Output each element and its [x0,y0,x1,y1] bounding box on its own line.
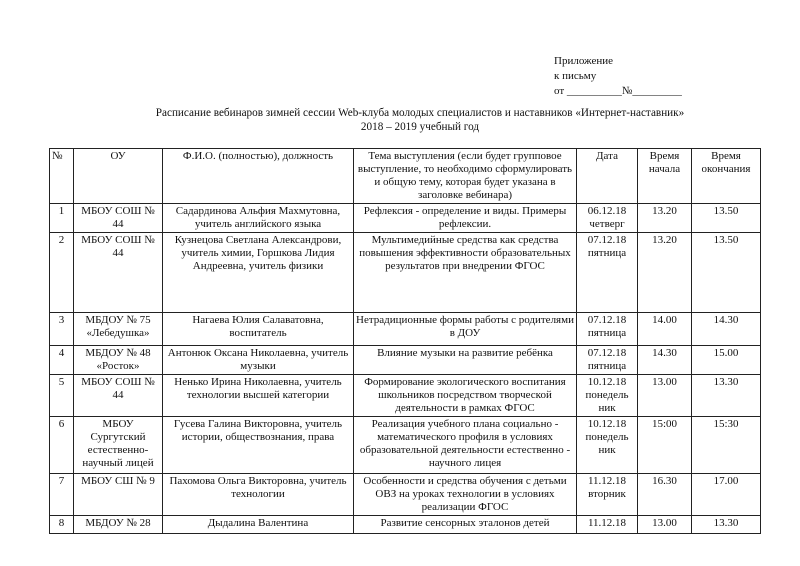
cell-start: 14.00 [638,313,692,346]
cell-ou: МБОУ СОШ № 44 [74,233,163,313]
table-row [50,346,761,375]
cell-n: 2 [50,233,74,313]
cell-topic: Развитие сенсорных эталонов детей [354,516,577,534]
header-cell: Тема выступления (если будет групповое выступление, то необходимо сформулировать и общую тему, которая будет указана в заголовке вебинара) [354,149,577,204]
cell-topic: Рефлексия - определение и виды. Примеры рефлексии. [354,204,577,233]
cell-n: 4 [50,346,74,375]
cell-start: 13.20 [638,233,692,313]
table-row [50,233,761,313]
cell-fio: Садардинова Альфия Махмутовна, учитель английского языка [163,204,354,233]
cell-date: 07.12.18 пятница [577,313,638,346]
table-row [50,474,761,516]
title-subline: 2018 – 2019 учебный год [360,121,480,133]
cell-fio: Нагаева Юлия Салаватовна, воспитатель [163,313,354,346]
cell-ou: МБОУ СШ № 9 [74,474,163,516]
cell-topic: Реализация учебного плана социально - математического профиля в условиях образовательной деятельности естественно - научного лицея [354,417,577,474]
cell-ou: МБОУ СОШ № 44 [74,375,163,417]
schedule-table [49,148,761,534]
header-cell: Время начала [638,149,692,204]
cell-topic: Нетрадиционные формы работы с родителями в ДОУ [354,313,577,346]
appendix-line: от __________№_________ [554,85,682,97]
cell-fio: Гусева Галина Викторовна, учитель истории, обществознания, права [163,417,354,474]
cell-n: 3 [50,313,74,346]
table-row [50,516,761,534]
cell-topic: Формирование экологического воспитания школьников посредством творческой деятельности в рамках ФГОС [354,375,577,417]
cell-n: 7 [50,474,74,516]
title-line: Расписание вебинаров зимней сессии Web-клуба молодых специалистов и наставников «Интернет-наставник» [155,107,685,119]
header-cell: Дата [577,149,638,204]
cell-n: 1 [50,204,74,233]
table-row [50,204,761,233]
cell-end: 15:30 [692,417,761,474]
cell-date: 11.12.18 вторник [577,474,638,516]
cell-start: 14.30 [638,346,692,375]
cell-end: 13.50 [692,233,761,313]
table-row [50,375,761,417]
document-title [40,106,800,134]
cell-end: 13.50 [692,204,761,233]
cell-ou: МБДОУ № 28 [74,516,163,534]
header-cell: ОУ [74,149,163,204]
table-header-row [50,149,761,204]
cell-date: 10.12.18 понедель ник [577,375,638,417]
header-cell: Время окончания [692,149,761,204]
cell-date: 06.12.18 четверг [577,204,638,233]
cell-topic: Влияние музыки на развитие ребёнка [354,346,577,375]
cell-end: 14.30 [692,313,761,346]
cell-start: 15:00 [638,417,692,474]
cell-fio: Антонюк Оксана Николаевна, учитель музыки [163,346,354,375]
table-row [50,417,761,474]
header-cell: Ф.И.О. (полностью), должность [163,149,354,204]
cell-ou: МБДОУ № 48 «Росток» [74,346,163,375]
table-row [50,313,761,346]
cell-topic: Особенности и средства обучения с детьми ОВЗ на уроках технологии в условиях реализации ФГОС [354,474,577,516]
cell-n: 8 [50,516,74,534]
cell-n: 5 [50,375,74,417]
cell-fio: Ненько Ирина Николаевна, учитель технологии высшей категории [163,375,354,417]
cell-date: 10.12.18 понедель ник [577,417,638,474]
cell-fio: Пахомова Ольга Викторовна, учитель технологии [163,474,354,516]
cell-end: 13.30 [692,516,761,534]
cell-end: 13.30 [692,375,761,417]
cell-date: 07.12.18 пятница [577,233,638,313]
cell-start: 16.30 [638,474,692,516]
cell-n: 6 [50,417,74,474]
cell-start: 13.00 [638,516,692,534]
cell-ou: МБОУ Сургутский естественно-научный лицей [74,417,163,474]
appendix-line: к письму [554,70,597,82]
cell-fio: Дыдалина Валентина [163,516,354,534]
cell-end: 17.00 [692,474,761,516]
cell-ou: МБДОУ № 75 «Лебедушка» [74,313,163,346]
cell-date: 07.12.18 пятница [577,346,638,375]
cell-start: 13.20 [638,204,692,233]
cell-topic: Мультимедийные средства как средства повышения эффективности образовательных результатов при внедрении ФГОС [354,233,577,313]
cell-fio: Кузнецова Светлана Александрови, учитель химии, Горшкова Лидия Андреевна, учитель физики [163,233,354,313]
appendix-note [554,54,682,99]
header-cell: № [50,149,74,204]
cell-end: 15.00 [692,346,761,375]
appendix-line: Приложение [554,55,614,67]
cell-start: 13.00 [638,375,692,417]
cell-ou: МБОУ СОШ № 44 [74,204,163,233]
cell-date: 11.12.18 [577,516,638,534]
